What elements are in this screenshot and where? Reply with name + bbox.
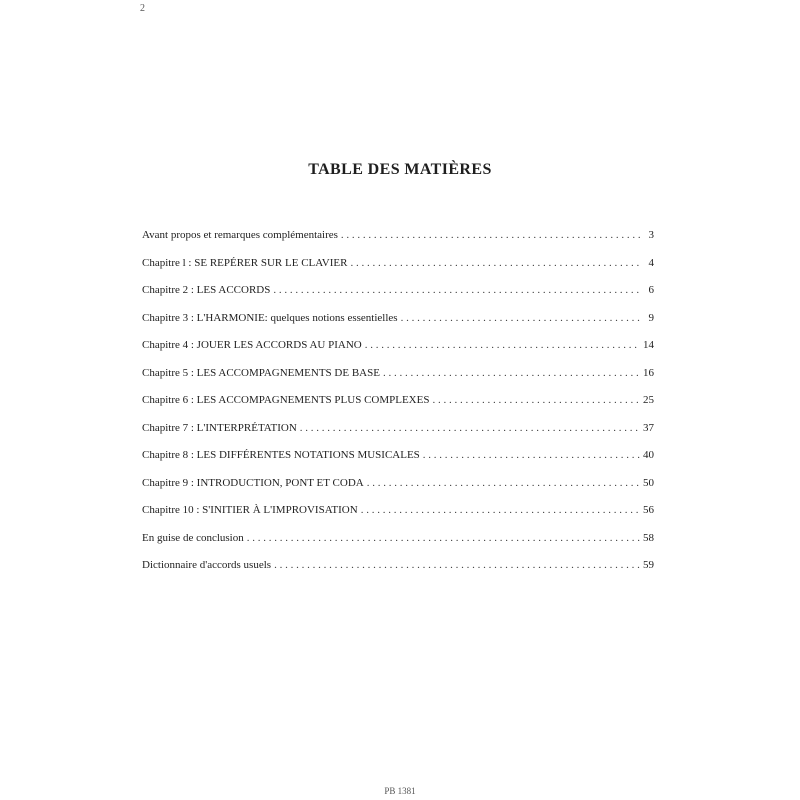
toc-entry-conclusion: [142, 532, 654, 560]
toc-entry-label: Chapitre 9 : INTRODUCTION, PONT ET CODA: [142, 476, 364, 489]
toc-entry-page: 59: [643, 559, 654, 571]
page-number: 2: [140, 3, 145, 14]
toc-entry-chapitre-8: [142, 449, 654, 477]
toc-entry-label: Chapitre 3 : L'HARMONIE: quelques notions essentielles: [142, 311, 398, 324]
dot-leader: [367, 477, 640, 489]
dot-leader: [274, 559, 640, 571]
dot-leader: [365, 339, 640, 351]
toc-title: TABLE DES MATIÈRES: [308, 161, 492, 178]
toc-entry-page: 9: [648, 311, 654, 324]
toc-entry-label: En guise de conclusion: [142, 531, 244, 544]
toc-entry-page: 58: [643, 531, 654, 544]
toc-entry-page: 6: [648, 284, 654, 296]
toc-entry-chapitre-1: [142, 257, 654, 285]
toc-entry-page: 40: [643, 449, 654, 461]
toc-entry-page: 50: [643, 476, 654, 489]
toc-entry-page: 3: [648, 229, 654, 241]
toc-entry-chapitre-2: [142, 284, 654, 312]
toc-entry-label: Chapitre 2 : LES ACCORDS: [142, 284, 271, 296]
dot-leader: [247, 532, 640, 544]
toc-entry-chapitre-4: [142, 339, 654, 367]
toc-entry-label: Chapitre 7 : L'INTERPRÉTATION: [142, 421, 297, 434]
toc-entry-label: Chapitre 4 : JOUER LES ACCORDS AU PIANO: [142, 339, 362, 351]
toc-entry-avant-propos: [142, 229, 654, 257]
dot-leader: [383, 367, 640, 379]
dot-leader: [300, 422, 640, 434]
toc-entry-label: Avant propos et remarques complémentaires: [142, 229, 338, 241]
toc-entry-page: 4: [648, 256, 654, 269]
toc-entry-chapitre-9: [142, 477, 654, 505]
toc-entry-label: Chapitre 10 : S'INITIER À L'IMPROVISATION: [142, 504, 358, 516]
toc-entry-page: 16: [643, 366, 654, 379]
toc-entry-page: 37: [643, 421, 654, 434]
dot-leader: [350, 257, 641, 269]
dot-leader: [361, 504, 640, 516]
toc-entry-chapitre-5: [142, 367, 654, 395]
dot-leader: [423, 449, 640, 461]
dot-leader: [401, 312, 641, 324]
toc-entry-dictionnaire: [142, 559, 654, 587]
footer-reference: PB 1381: [384, 786, 416, 796]
table-of-contents: [142, 229, 654, 587]
toc-entry-label: Dictionnaire d'accords usuels: [142, 559, 272, 571]
toc-entry-label: Chapitre 6 : LES ACCOMPAGNEMENTS PLUS COMPLEXES: [142, 394, 430, 406]
toc-entry-page: 56: [643, 504, 654, 516]
toc-entry-label: Chapitre l : SE REPÉRER SUR LE CLAVIER: [142, 256, 348, 269]
toc-entry-chapitre-3: [142, 312, 654, 340]
dot-leader: [273, 284, 641, 296]
toc-entry-page: 14: [643, 339, 654, 351]
dot-leader: [432, 394, 640, 406]
toc-entry-chapitre-7: [142, 422, 654, 450]
toc-entry-page: 25: [643, 394, 654, 406]
toc-entry-label: Chapitre 5 : LES ACCOMPAGNEMENTS DE BASE: [142, 366, 380, 379]
toc-entry-label: Chapitre 8 : LES DIFFÉRENTES NOTATIONS MUSICALES: [142, 449, 420, 461]
dot-leader: [341, 229, 641, 241]
toc-entry-chapitre-6: [142, 394, 654, 422]
toc-entry-chapitre-10: [142, 504, 654, 532]
